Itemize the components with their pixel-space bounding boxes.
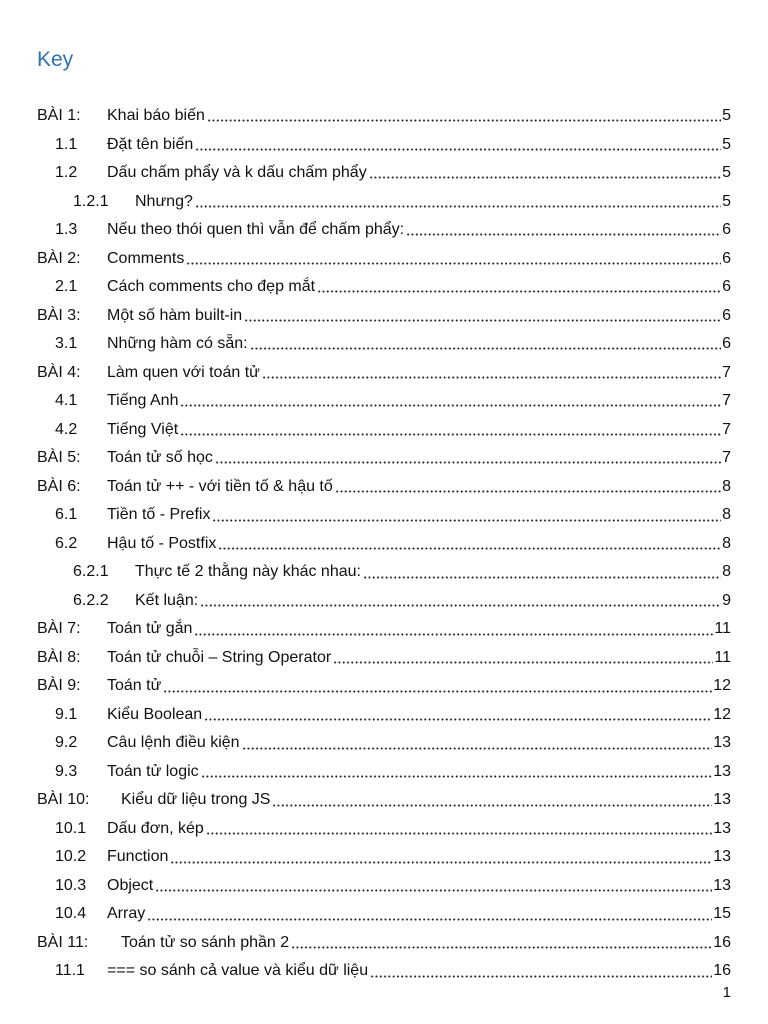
toc-entry-page: 8 <box>722 506 731 524</box>
toc-chapter-entry[interactable] <box>0 444 768 473</box>
toc-entry-title: Cách comments cho đẹp mắt <box>107 278 316 296</box>
toc-subsection-entry[interactable] <box>0 558 768 587</box>
toc-entry-page: 12 <box>713 677 731 695</box>
dot-leader <box>370 957 712 986</box>
toc-section-entry[interactable] <box>0 131 768 160</box>
toc-entry-number: BÀI 9: <box>37 677 81 695</box>
toc-entry-page: 6 <box>722 335 731 353</box>
toc-entry-title: Toán tử chuỗi – String Operator <box>107 648 332 666</box>
toc-entry-page: 15 <box>713 905 731 923</box>
toc-chapter-entry[interactable] <box>0 102 768 131</box>
toc-entry-number: 2.1 <box>55 278 78 296</box>
toc-entry-page: 12 <box>713 705 731 723</box>
dot-leader <box>244 302 721 331</box>
toc-entry-page: 11 <box>714 620 731 638</box>
toc-chapter-entry[interactable] <box>0 672 768 701</box>
toc-entry-page: 7 <box>722 449 731 467</box>
toc-entry-page: 6 <box>722 221 731 239</box>
toc-entry-number: 6.2.2 <box>73 591 109 609</box>
dot-leader <box>363 558 721 587</box>
toc-entry-title: Dấu đơn, kép <box>107 819 204 837</box>
toc-entry-title: Kiểu dữ liệu trong JS <box>121 791 271 809</box>
toc-entry-number: BÀI 5: <box>37 449 81 467</box>
toc-chapter-entry[interactable] <box>0 302 768 331</box>
toc-chapter-entry[interactable] <box>0 786 768 815</box>
dot-leader <box>201 758 713 787</box>
dot-leader <box>262 359 721 388</box>
toc-entry-number: 11.1 <box>55 962 85 980</box>
dot-leader <box>195 188 721 217</box>
toc-entry-page: 5 <box>722 164 731 182</box>
toc-chapter-entry[interactable] <box>0 644 768 673</box>
toc-entry-title: Object <box>107 876 154 894</box>
toc-section-entry[interactable] <box>0 216 768 245</box>
toc-entry-page: 11 <box>714 648 731 666</box>
toc-entry-title: Những hàm có sẵn: <box>107 335 248 353</box>
toc-section-entry[interactable] <box>0 530 768 559</box>
toc-entry-number: BÀI 2: <box>37 249 81 267</box>
toc-section-entry[interactable] <box>0 701 768 730</box>
toc-entry-page: 6 <box>722 278 731 296</box>
toc-entry-number: 6.1 <box>55 506 78 524</box>
toc-entry-page: 13 <box>713 848 731 866</box>
dot-leader <box>272 786 712 815</box>
toc-entry-title: Toán tử ++ - với tiền tố & hậu tố <box>107 477 333 495</box>
toc-entry-page: 13 <box>713 762 731 780</box>
dot-leader <box>215 444 721 473</box>
toc-entry-page: 16 <box>713 933 731 951</box>
toc-section-entry[interactable] <box>0 815 768 844</box>
toc-entry-number: 9.1 <box>55 705 78 723</box>
toc-entry-title: Toán tử logic <box>107 762 199 780</box>
toc-section-entry[interactable] <box>0 843 768 872</box>
page-number: 1 <box>722 984 731 1001</box>
toc-section-entry[interactable] <box>0 729 768 758</box>
toc-chapter-entry[interactable] <box>0 245 768 274</box>
toc-entry-title: Toán tử gắn <box>107 620 193 638</box>
toc-entry-page: 8 <box>722 477 731 495</box>
toc-entry-title: Dấu chấm phẩy và k dấu chấm phẩy <box>107 164 367 182</box>
toc-entry-page: 6 <box>722 306 731 324</box>
toc-entry-title: Kết luận: <box>135 591 199 609</box>
toc-section-entry[interactable] <box>0 273 768 302</box>
dot-leader <box>369 159 721 188</box>
dot-leader <box>163 672 712 701</box>
toc-entry-title: Toán tử so sánh phần 2 <box>121 933 290 951</box>
toc-subsection-entry[interactable] <box>0 587 768 616</box>
toc-entry-title: Function <box>107 848 169 866</box>
toc-entry-number: 6.2.1 <box>73 563 109 581</box>
dot-leader <box>206 815 712 844</box>
toc-entry-number: 6.2 <box>55 534 78 552</box>
toc-entry-page: 13 <box>713 876 731 894</box>
toc-entry-number: BÀI 3: <box>37 306 81 324</box>
toc-chapter-entry[interactable] <box>0 359 768 388</box>
toc-entry-title: Kiểu Boolean <box>107 705 203 723</box>
toc-entry-title: Nhưng? <box>135 192 193 210</box>
toc-entry-page: 5 <box>722 135 731 153</box>
toc-entry-title: Khai báo biến <box>107 107 205 124</box>
toc-list <box>0 102 768 986</box>
toc-entry-number: 9.3 <box>55 762 78 780</box>
toc-entry-page: 9 <box>722 591 731 609</box>
toc-heading: Key <box>37 48 74 71</box>
toc-entry-number: 3.1 <box>55 335 78 353</box>
dot-leader <box>317 273 721 302</box>
dot-leader <box>335 473 721 502</box>
toc-entry-page: 7 <box>722 392 731 410</box>
toc-entry-number: 4.1 <box>55 392 78 410</box>
toc-entry-title: Array <box>107 905 146 923</box>
toc-entry-number: 1.2.1 <box>73 192 109 210</box>
toc-entry-page: 5 <box>722 107 731 124</box>
toc-section-entry[interactable] <box>0 957 768 986</box>
toc-entry-number: 4.2 <box>55 420 78 438</box>
toc-entry-number: BÀI 8: <box>37 648 81 666</box>
toc-entry-number: 10.3 <box>55 876 87 894</box>
toc-entry-page: 7 <box>722 363 731 381</box>
toc-entry-page: 13 <box>713 819 731 837</box>
toc-entry-number: BÀI 1: <box>37 107 81 124</box>
toc-entry-title: Làm quen với toán tử <box>107 363 260 381</box>
dot-leader <box>200 587 721 616</box>
dot-leader <box>155 872 712 901</box>
toc-entry-title: Hậu tố - Postfix <box>107 534 217 552</box>
toc-entry-page: 8 <box>722 534 731 552</box>
dot-leader <box>242 729 713 758</box>
toc-entry-number: BÀI 7: <box>37 620 81 638</box>
toc-section-entry[interactable] <box>0 900 768 929</box>
dot-leader <box>204 701 712 730</box>
dot-leader <box>291 929 712 958</box>
dot-leader <box>218 530 721 559</box>
toc-entry-number: 10.4 <box>55 905 87 923</box>
toc-entry-number: BÀI 11: <box>37 933 89 951</box>
toc-section-entry[interactable] <box>0 501 768 530</box>
toc-entry-title: Thực tế 2 thằng này khác nhau: <box>135 563 361 581</box>
toc-subsection-entry[interactable] <box>0 188 768 217</box>
toc-entry-title: Nếu theo thói quen thì vẫn để chấm phẩy: <box>107 221 405 239</box>
toc-entry-title: === so sánh cả value và kiểu dữ liệu <box>107 962 369 980</box>
toc-entry-title: Tiền tố - Prefix <box>107 506 211 524</box>
toc-entry-number: 1.2 <box>55 164 78 182</box>
toc-entry-page: 5 <box>722 192 731 210</box>
toc-entry-page: 13 <box>713 791 731 809</box>
dot-leader <box>194 615 713 644</box>
dot-leader <box>186 245 721 274</box>
toc-entry-title: Câu lệnh điều kiện <box>107 734 240 752</box>
dot-leader <box>195 131 721 160</box>
toc-chapter-entry[interactable] <box>0 929 768 958</box>
dot-leader <box>212 501 721 530</box>
dot-leader <box>250 330 722 359</box>
toc-entry-number: BÀI 6: <box>37 477 81 495</box>
toc-entry-number: BÀI 10: <box>37 791 90 809</box>
toc-entry-number: BÀI 4: <box>37 363 81 381</box>
toc-entry-number: 10.1 <box>55 819 87 837</box>
toc-entry-number: 10.2 <box>55 848 87 866</box>
dot-leader <box>170 843 712 872</box>
toc-entry-title: Toán tử <box>107 677 162 695</box>
toc-section-entry[interactable] <box>0 758 768 787</box>
dot-leader <box>333 644 713 673</box>
toc-entry-title: Một số hàm built-in <box>107 306 243 324</box>
toc-chapter-entry[interactable] <box>0 615 768 644</box>
toc-entry-page: 16 <box>713 962 731 980</box>
dot-leader <box>180 416 721 445</box>
dot-leader <box>180 387 721 416</box>
toc-entry-page: 7 <box>722 420 731 438</box>
toc-section-entry[interactable] <box>0 159 768 188</box>
toc-entry-page: 8 <box>722 563 731 581</box>
dot-leader <box>147 900 712 929</box>
toc-section-entry[interactable] <box>0 872 768 901</box>
toc-entry-title: Tiếng Anh <box>107 392 179 410</box>
toc-entry-page: 13 <box>713 734 731 752</box>
toc-entry-number: 1.3 <box>55 221 78 239</box>
dot-leader <box>207 102 721 131</box>
toc-section-entry[interactable] <box>0 416 768 445</box>
toc-entry-title: Tiếng Việt <box>107 420 179 438</box>
toc-chapter-entry[interactable] <box>0 473 768 502</box>
toc-entry-title: Đặt tên biến <box>107 135 194 153</box>
toc-entry-page: 6 <box>722 249 731 267</box>
toc-entry-number: 1.1 <box>55 135 78 153</box>
toc-entry-title: Comments <box>107 249 185 267</box>
toc-entry-number: 9.2 <box>55 734 78 752</box>
toc-section-entry[interactable] <box>0 330 768 359</box>
dot-leader <box>406 216 721 245</box>
toc-entry-title: Toán tử số học <box>107 449 213 467</box>
toc-section-entry[interactable] <box>0 387 768 416</box>
